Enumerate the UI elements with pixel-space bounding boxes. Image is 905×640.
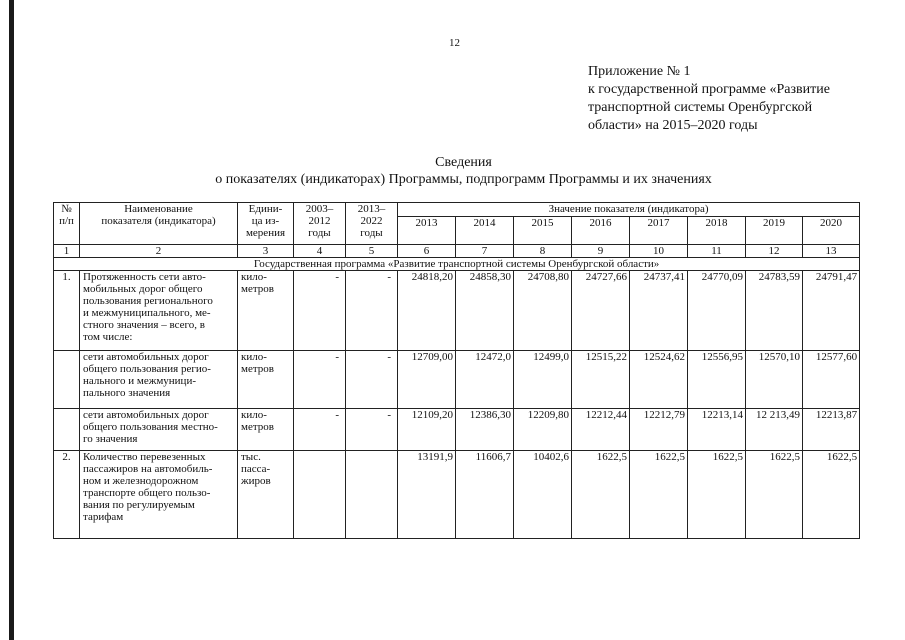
year-value: 12524,62	[630, 351, 688, 409]
year-value: 1622,5	[688, 451, 746, 539]
year-value: 1622,5	[746, 451, 803, 539]
year-value: 12 213,49	[746, 409, 803, 451]
year-value: 24727,66	[572, 271, 630, 351]
indicator-name	[80, 451, 238, 539]
year-value: 1622,5	[803, 451, 860, 539]
year-value: 24708,80	[514, 271, 572, 351]
unit-of-measure	[238, 451, 294, 539]
year-value: 12570,10	[746, 351, 803, 409]
header-year: 2015	[514, 217, 572, 245]
indicator-name-line: нального и межмуници-	[83, 375, 196, 387]
indicator-name-line: го значения	[83, 433, 138, 445]
year-value: 12212,44	[572, 409, 630, 451]
year-value: 11606,7	[456, 451, 514, 539]
year-value: 12556,95	[688, 351, 746, 409]
col-number: 4	[294, 245, 346, 258]
year-value: 12212,79	[630, 409, 688, 451]
period-2003-2012-value	[294, 451, 346, 539]
program-title-row	[54, 258, 860, 271]
appendix-line: к государственной программе «Развитие	[588, 82, 830, 97]
indicators-table	[53, 202, 860, 539]
header-period-2003-2012: 2003– 2012 годы	[294, 203, 346, 245]
col-number: 6	[398, 245, 456, 258]
header-year: 2016	[572, 217, 630, 245]
col-number: 11	[688, 245, 746, 258]
header-year: 2019	[746, 217, 803, 245]
year-value: 1622,5	[572, 451, 630, 539]
year-value: 12213,14	[688, 409, 746, 451]
appendix-line: области» на 2015–2020 годы	[588, 118, 758, 133]
header-unit: Едини- ца из- мерения	[238, 203, 294, 245]
col-number: 1	[54, 245, 80, 258]
unit-line: кило-	[241, 351, 267, 363]
period-2013-2022-value: -	[346, 271, 398, 351]
year-value: 24737,41	[630, 271, 688, 351]
indicator-name-line: стного значения – всего, в	[83, 319, 205, 331]
appendix-line: транспортной системы Оренбургской	[588, 100, 813, 115]
year-value: 10402,6	[514, 451, 572, 539]
indicator-name-line: транспорте общего пользо-	[83, 487, 211, 499]
year-value: 24791,47	[803, 271, 860, 351]
year-value: 12515,22	[572, 351, 630, 409]
unit-line: тыс.	[241, 451, 261, 463]
header-year: 2020	[803, 217, 860, 245]
header-year: 2017	[630, 217, 688, 245]
year-value: 13191,9	[398, 451, 456, 539]
year-value: 12209,80	[514, 409, 572, 451]
year-value: 1622,5	[630, 451, 688, 539]
year-value: 12213,87	[803, 409, 860, 451]
row-number: 1.	[54, 271, 80, 351]
appendix-heading	[588, 63, 888, 135]
indicator-name-line: общего пользования регио-	[83, 363, 211, 375]
indicator-name-line: ном и железнодорожном	[83, 475, 199, 487]
col-number: 13	[803, 245, 860, 258]
year-value: 24783,59	[746, 271, 803, 351]
row-number	[54, 351, 80, 409]
document-title	[0, 154, 905, 188]
indicator-name-line: сети автомобильных дорог	[83, 409, 209, 421]
period-2013-2022-value: -	[346, 351, 398, 409]
unit-line: кило-	[241, 409, 267, 421]
table-row	[54, 271, 860, 351]
indicator-name-line: Количество перевезенных	[83, 451, 206, 463]
year-value: 24858,30	[456, 271, 514, 351]
col-number: 9	[572, 245, 630, 258]
title-line-2: о показателях (индикаторах) Программы, подпрограмм Программы и их значениях	[215, 172, 712, 187]
indicator-name-line: пального значения	[83, 387, 171, 399]
col-number: 7	[456, 245, 514, 258]
unit-line: метров	[241, 363, 274, 375]
indicator-name-line: том числе:	[83, 331, 133, 343]
title-line-1: Сведения	[435, 155, 492, 170]
col-number: 10	[630, 245, 688, 258]
indicator-name-line: пользования регионального	[83, 295, 213, 307]
column-number-row	[54, 245, 860, 258]
year-value: 12386,30	[456, 409, 514, 451]
header-year: 2014	[456, 217, 514, 245]
period-2003-2012-value: -	[294, 409, 346, 451]
indicator-name-line: мобильных дорог общего	[83, 283, 203, 295]
indicator-name-line: и межмуниципального, ме-	[83, 307, 211, 319]
scan-edge-bar	[9, 0, 14, 640]
indicator-name-line: вания по регулируемым	[83, 499, 195, 511]
period-2013-2022-value: -	[346, 409, 398, 451]
header-year: 2018	[688, 217, 746, 245]
indicator-name-line: Протяженность сети авто-	[83, 271, 206, 283]
period-2003-2012-value: -	[294, 351, 346, 409]
period-2013-2022-value	[346, 451, 398, 539]
indicator-name	[80, 271, 238, 351]
indicator-name	[80, 409, 238, 451]
unit-of-measure	[238, 271, 294, 351]
table-row	[54, 351, 860, 409]
year-value: 24818,20	[398, 271, 456, 351]
year-value: 12577,60	[803, 351, 860, 409]
col-number: 3	[238, 245, 294, 258]
appendix-line: Приложение № 1	[588, 64, 691, 79]
page-number: 12	[449, 37, 460, 49]
table-row	[54, 451, 860, 539]
header-value-group: Значение показателя (индикатора)	[398, 203, 860, 217]
col-number: 2	[80, 245, 238, 258]
year-value: 24770,09	[688, 271, 746, 351]
row-number	[54, 409, 80, 451]
unit-line: жиров	[241, 475, 271, 487]
header-year: 2013	[398, 217, 456, 245]
year-value: 12709,00	[398, 351, 456, 409]
unit-line: пасса-	[241, 463, 271, 475]
unit-line: метров	[241, 421, 274, 433]
indicator-name-line: сети автомобильных дорог	[83, 351, 209, 363]
period-2003-2012-value: -	[294, 271, 346, 351]
year-value: 12109,20	[398, 409, 456, 451]
indicator-name-line: тарифам	[83, 511, 124, 523]
table-row	[54, 409, 860, 451]
year-value: 12472,0	[456, 351, 514, 409]
year-value: 12499,0	[514, 351, 572, 409]
unit-line: кило-	[241, 271, 267, 283]
col-number: 12	[746, 245, 803, 258]
indicator-name-line: общего пользования местно-	[83, 421, 218, 433]
header-name: Наименование показателя (индикатора)	[80, 203, 238, 245]
col-number: 5	[346, 245, 398, 258]
row-number: 2.	[54, 451, 80, 539]
header-num: № п/п	[54, 203, 80, 245]
header-period-2013-2022: 2013– 2022 годы	[346, 203, 398, 245]
header-row-1	[54, 203, 860, 217]
col-number: 8	[514, 245, 572, 258]
indicator-name	[80, 351, 238, 409]
unit-of-measure	[238, 351, 294, 409]
indicator-name-line: пассажиров на автомобиль-	[83, 463, 213, 475]
unit-line: метров	[241, 283, 274, 295]
unit-of-measure	[238, 409, 294, 451]
program-title: Государственная программа «Развитие транспортной системы Оренбургской области»	[54, 258, 860, 271]
